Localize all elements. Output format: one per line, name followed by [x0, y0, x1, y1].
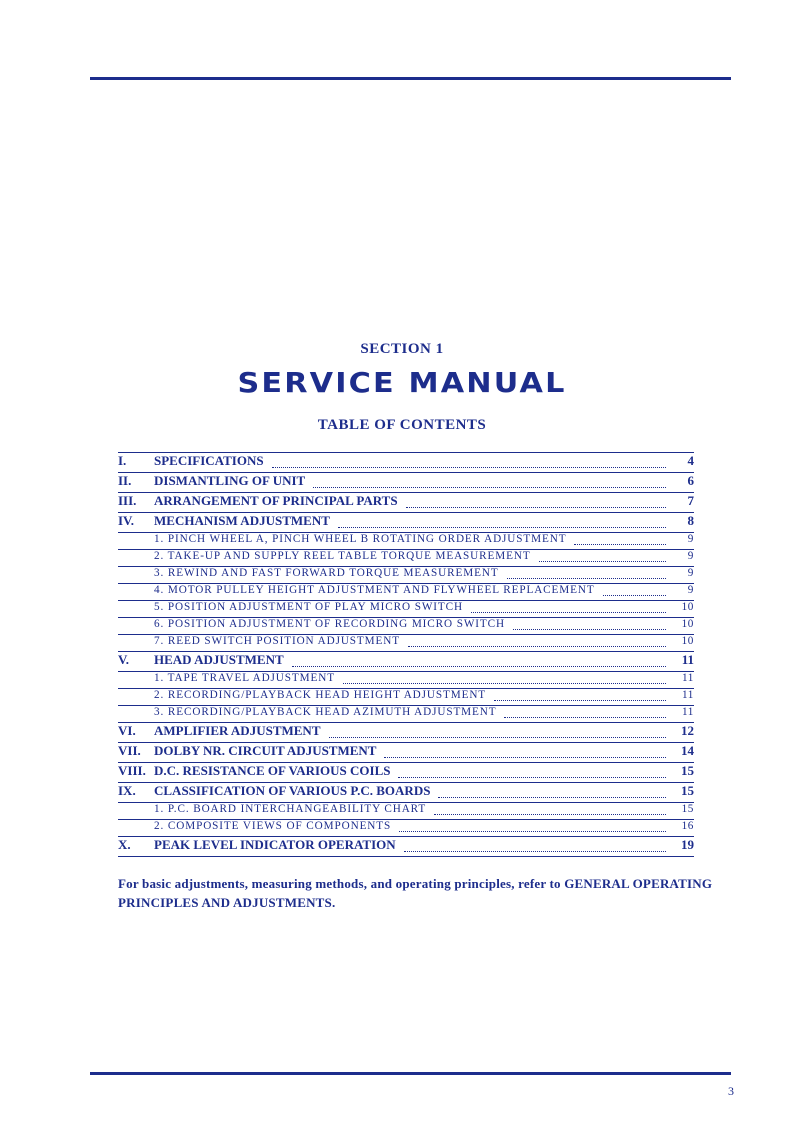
toc-section-entry — [118, 452, 694, 473]
toc-entry-page: 12 — [681, 723, 694, 738]
toc-entry-page: 9 — [687, 533, 694, 545]
toc-subsection-entry — [118, 550, 694, 567]
toc-subsection-entry — [118, 803, 694, 820]
toc-dot-leader — [329, 736, 667, 738]
toc-entry-page: 9 — [687, 550, 694, 562]
toc-entry-title: 6. POSITION ADJUSTMENT OF RECORDING MICRO SWITCH — [154, 618, 505, 630]
toc-section-entry — [118, 493, 694, 513]
toc-entry-title: 2. TAKE-UP AND SUPPLY REEL TABLE TORQUE MEASUREMENT — [154, 550, 531, 562]
toc-entry-title: D.C. RESISTANCE OF VARIOUS COILS — [154, 763, 391, 778]
toc-section-entry — [118, 763, 694, 783]
toc-section-entry — [118, 783, 694, 803]
toc-subsection-entry — [118, 672, 694, 689]
toc-dot-leader — [406, 506, 666, 508]
toc-entry-title: DISMANTLING OF UNIT — [154, 473, 306, 488]
toc-dot-leader — [408, 645, 666, 647]
toc-entry-title: 5. POSITION ADJUSTMENT OF PLAY MICRO SWITCH — [154, 601, 463, 613]
toc-subsection-entry — [118, 635, 694, 652]
toc-entry-number: VI. — [118, 723, 136, 738]
toc-entry-page: 10 — [681, 635, 694, 647]
toc-subsection-entry — [118, 689, 694, 706]
toc-subsection-entry — [118, 706, 694, 723]
toc-entry-page: 10 — [681, 601, 694, 613]
toc-entry-title: 3. RECORDING/PLAYBACK HEAD AZIMUTH ADJUSTMENT — [154, 706, 497, 718]
toc-subsection-entry — [118, 584, 694, 601]
toc-entry-title: 2. COMPOSITE VIEWS OF COMPONENTS — [154, 820, 392, 832]
toc-section-entry — [118, 723, 694, 743]
toc-entry-page: 11 — [682, 689, 694, 701]
toc-entry-page: 9 — [687, 584, 694, 596]
toc-entry-number: IV. — [118, 513, 135, 528]
toc-dot-leader — [384, 756, 666, 758]
toc-dot-leader — [338, 526, 666, 528]
toc-dot-leader — [272, 466, 666, 468]
toc-entry-number: X. — [118, 837, 131, 852]
toc-entry-page: 14 — [681, 743, 694, 758]
toc-subsection-entry — [118, 567, 694, 584]
toc-subsection-entry — [118, 601, 694, 618]
toc-dot-leader — [398, 776, 666, 778]
toc-dot-leader — [404, 850, 666, 852]
toc-entry-title: ARRANGEMENT OF PRINCIPAL PARTS — [154, 493, 398, 508]
toc-subsection-entry — [118, 618, 694, 635]
footnote: For basic adjustments, measuring methods, and operating principles, refer to GENERAL OPERATING PRINCIPLES AND ADJUSTMENTS. — [118, 876, 713, 910]
toc-entry-title: 1. TAPE TRAVEL ADJUSTMENT — [154, 672, 335, 684]
toc-section-entry — [118, 743, 694, 763]
toc-entry-number: IX. — [118, 783, 136, 798]
toc-entry-title: 3. REWIND AND FAST FORWARD TORQUE MEASUREMENT — [154, 567, 499, 579]
toc-entry-page: 4 — [687, 453, 694, 468]
toc-entry-title: 1. PINCH WHEEL A, PINCH WHEEL B ROTATING ORDER ADJUSTMENT — [154, 533, 567, 545]
toc-entry-number: VII. — [118, 743, 141, 758]
bottom-rule — [90, 1072, 731, 1075]
toc-entry-page: 15 — [681, 763, 694, 778]
toc-entry-page: 15 — [681, 803, 694, 815]
toc-dot-leader — [603, 594, 666, 596]
toc-dot-leader — [471, 611, 666, 613]
toc-section-entry — [118, 513, 694, 533]
toc-entry-number: VIII. — [118, 763, 146, 778]
toc-dot-leader — [494, 699, 666, 701]
toc-dot-leader — [292, 665, 666, 667]
toc-dot-leader — [507, 577, 666, 579]
toc-entry-page: 11 — [682, 706, 694, 718]
toc-dot-leader — [504, 716, 666, 718]
toc-dot-leader — [313, 486, 666, 488]
toc-entry-number: II. — [118, 473, 132, 488]
toc-entry-page: 11 — [682, 672, 694, 684]
toc-entry-title: CLASSIFICATION OF VARIOUS P.C. BOARDS — [154, 783, 431, 798]
toc-entry-page: 6 — [687, 473, 694, 488]
top-rule — [90, 77, 731, 80]
toc-entry-page: 9 — [687, 567, 694, 579]
table-of-contents — [118, 452, 694, 857]
page-title: SERVICE MANUAL — [237, 366, 567, 399]
toc-subsection-entry — [118, 820, 694, 837]
toc-dot-leader — [574, 543, 666, 545]
toc-entry-title: 2. RECORDING/PLAYBACK HEAD HEIGHT ADJUSTMENT — [154, 689, 487, 701]
toc-dot-leader — [434, 813, 666, 815]
toc-dot-leader — [513, 628, 666, 630]
toc-entry-title: 1. P.C. BOARD INTERCHANGEABILITY CHART — [154, 803, 427, 815]
section-label: SECTION 1 — [360, 341, 444, 357]
toc-entry-title: SPECIFICATIONS — [154, 453, 264, 468]
toc-entry-page: 8 — [687, 513, 694, 528]
page-number: 3 — [728, 1084, 734, 1098]
toc-heading: TABLE OF CONTENTS — [317, 417, 487, 433]
toc-dot-leader — [399, 830, 666, 832]
toc-entry-title: DOLBY NR. CIRCUIT ADJUSTMENT — [154, 743, 377, 758]
toc-section-entry — [118, 473, 694, 493]
toc-entry-number: III. — [118, 493, 137, 508]
toc-entry-number: I. — [118, 453, 127, 468]
toc-entry-page: 7 — [687, 493, 694, 508]
toc-entry-page: 10 — [681, 618, 694, 630]
toc-entry-title: 4. MOTOR PULLEY HEIGHT ADJUSTMENT AND FLYWHEEL REPLACEMENT — [154, 584, 595, 596]
toc-section-entry — [118, 652, 694, 672]
toc-entry-number: V. — [118, 652, 129, 667]
toc-entry-page: 15 — [681, 783, 694, 798]
toc-dot-leader — [539, 560, 666, 562]
toc-section-entry — [118, 837, 694, 857]
toc-entry-page: 16 — [681, 820, 694, 832]
toc-entry-title: MECHANISM ADJUSTMENT — [154, 513, 330, 528]
toc-subsection-entry — [118, 533, 694, 550]
toc-entry-title: 7. REED SWITCH POSITION ADJUSTMENT — [154, 635, 400, 647]
toc-entry-page: 11 — [681, 652, 694, 667]
toc-dot-leader — [438, 796, 666, 798]
toc-dot-leader — [343, 682, 666, 684]
toc-entry-title: AMPLIFIER ADJUSTMENT — [154, 723, 321, 738]
toc-entry-title: PEAK LEVEL INDICATOR OPERATION — [154, 837, 396, 852]
toc-entry-title: HEAD ADJUSTMENT — [154, 652, 284, 667]
toc-entry-page: 19 — [681, 837, 694, 852]
